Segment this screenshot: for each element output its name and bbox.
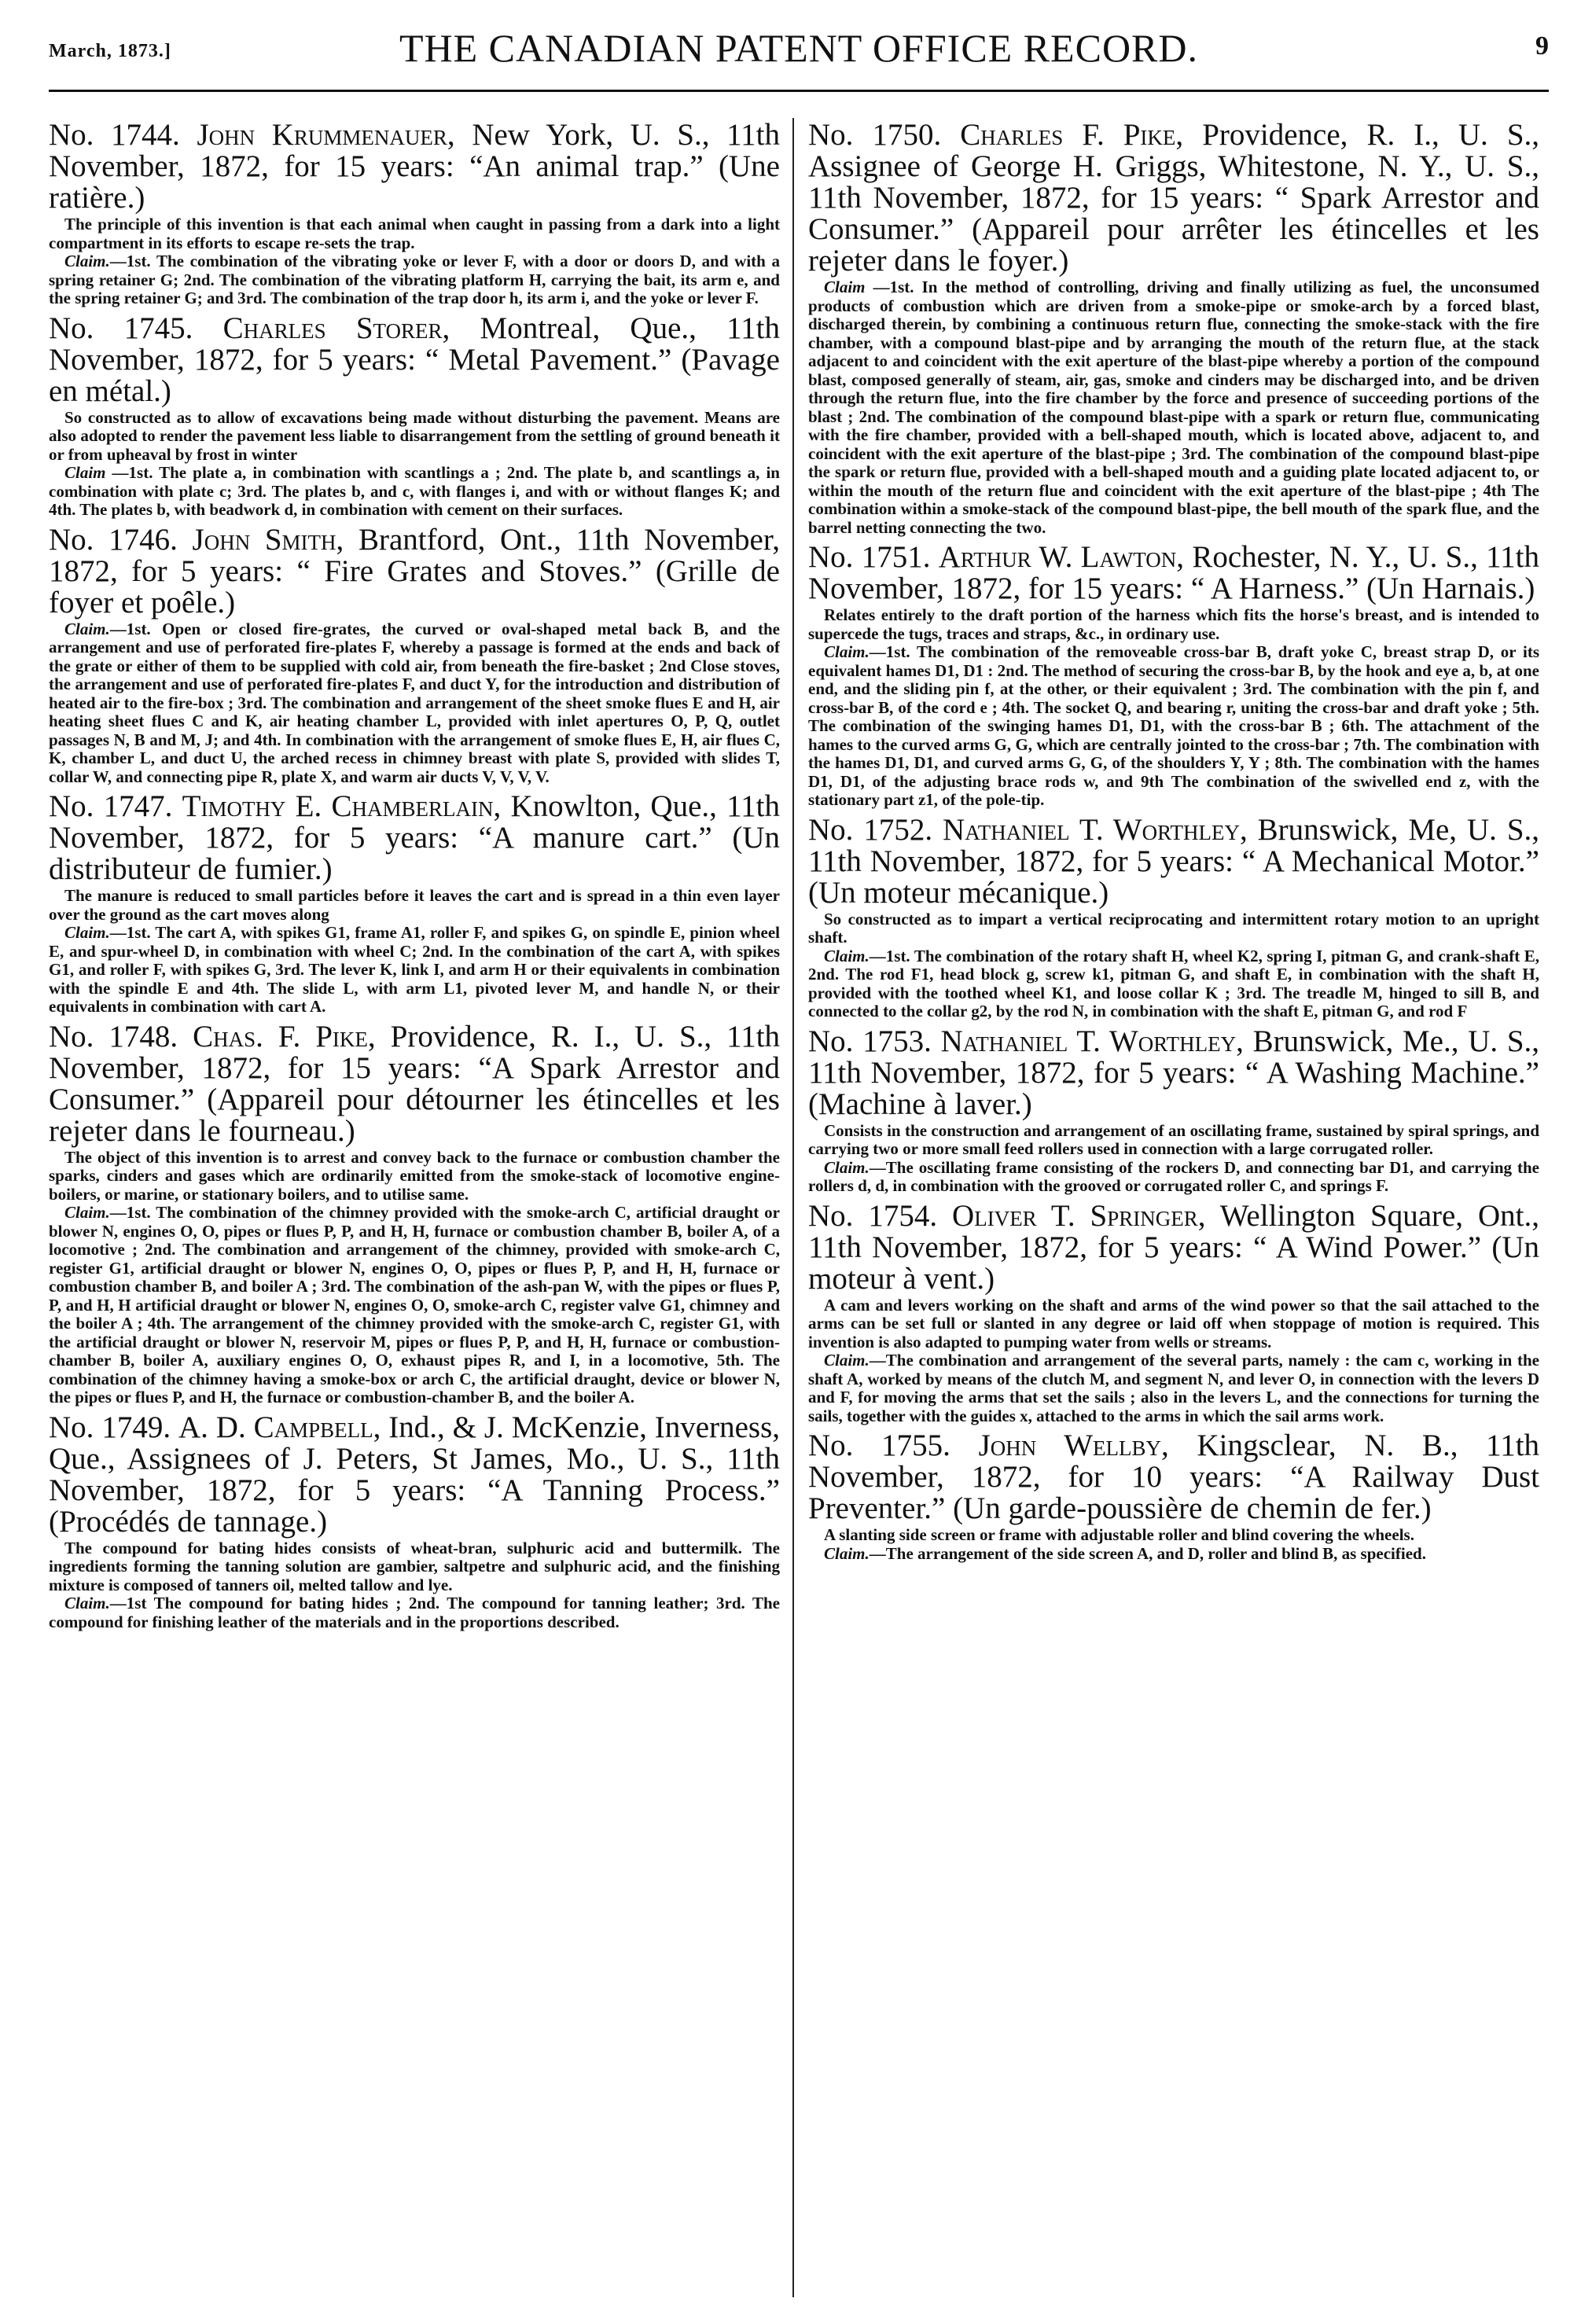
claim-label: Claim. bbox=[64, 923, 110, 942]
right-column bbox=[808, 120, 1539, 2297]
claim-label: Claim. bbox=[824, 1351, 870, 1370]
patent-claim bbox=[49, 924, 780, 1017]
patent-description: So constructed as to impart a vertical reciprocating and intermittent rotary motion to an upright shaft. bbox=[808, 909, 1539, 947]
patent-number: No. 1744. bbox=[49, 120, 180, 152]
patent-body bbox=[808, 278, 1539, 537]
claim-label: Claim. bbox=[824, 1543, 870, 1563]
patent-number: No. 1746. bbox=[49, 522, 178, 557]
patent-body bbox=[808, 1296, 1539, 1426]
claim-text: —1st The compound for bating hides ; 2nd. The compound for tanning leather; 3rd. The compound for finishing leather of the materials and in the proportions described. bbox=[49, 1594, 780, 1631]
patent-claim bbox=[49, 620, 780, 787]
patent-heading bbox=[49, 524, 780, 619]
patent-heading bbox=[808, 1026, 1539, 1120]
patent-title-line: Providence, R. I., U. S., 11th November, 1872, for 15 years: “A Spark Arrestor and Consumer.” (Appareil pour détourner les étincelles et les rejeter dans le fourneau.) bbox=[49, 1019, 780, 1148]
page-header bbox=[49, 24, 1549, 77]
patent-claim bbox=[808, 947, 1539, 1021]
patent-description: The manure is reduced to small particles before it leaves the cart and is spread in a thin even layer over the ground as the cart moves along bbox=[49, 886, 780, 924]
patent-heading bbox=[49, 791, 780, 885]
patent-title-line: Rochester, N. Y., U. S., 11th November, 1872, for 15 years: “ A Harness.” (Un Harnais.) bbox=[808, 540, 1539, 605]
patent-heading bbox=[49, 313, 780, 407]
patent-claim bbox=[808, 643, 1539, 810]
claim-label: Claim. bbox=[824, 946, 870, 965]
patent-description: Consists in the construction and arrangement of an oscillating frame, sustained by spiral springs, and carrying two or more small feed rollers used in connection with a large corrugated roller. bbox=[808, 1120, 1539, 1158]
patent-title-line: Montreal, Que., 11th November, 1872, for 5 years: “ Metal Pavement.” (Pavage en métal.) bbox=[49, 311, 780, 408]
patent-title-line: Wellington Square, Ont., 11th November, 1872, for 5 years: “ A Wind Power.” (Un moteur à vent.) bbox=[808, 1198, 1539, 1296]
patentee-name: Arthur W. Lawton, bbox=[938, 540, 1185, 574]
patentee-name: John Krummenauer, bbox=[197, 120, 455, 152]
patent-body bbox=[808, 606, 1539, 810]
claim-label: Claim bbox=[64, 463, 106, 482]
patent-entry bbox=[49, 1412, 780, 1632]
claim-label: Claim. bbox=[824, 1157, 870, 1177]
left-column bbox=[49, 120, 780, 2297]
patent-body bbox=[49, 409, 780, 520]
patent-number: No. 1753. bbox=[808, 1024, 932, 1058]
patent-entry bbox=[808, 542, 1539, 810]
patent-number: No. 1755. bbox=[808, 1429, 950, 1462]
patent-body bbox=[808, 1122, 1539, 1196]
patent-description: The object of this invention is to arrest and convey back to the furnace or combustion chamber the sparks, cinders and gases which are ordinarily emitted from the smoke-stack of locomotive engine-boilers, or marine, or stationary boilers, and to utilise same. bbox=[49, 1147, 780, 1204]
claim-text: —1st. The plate a, in combination with scantlings a ; 2nd. The plate b, and scantlings a, in combination with plate c; 3rd. The plates b, and c, with flanges i, and with or without flanges K; and 4th. The plates b, with beadwork d, in combination with cement on their surfaces. bbox=[49, 463, 780, 519]
patent-number: No. 1754. bbox=[808, 1198, 938, 1233]
patent-claim bbox=[49, 252, 780, 308]
patent-claim bbox=[808, 1159, 1539, 1196]
patent-number: No. 1749. bbox=[49, 1410, 171, 1444]
patent-claim bbox=[49, 1204, 780, 1407]
patent-claim bbox=[49, 1594, 780, 1631]
patent-body bbox=[808, 910, 1539, 1021]
patent-claim bbox=[808, 278, 1539, 537]
claim-text: —The combination and arrangement of the several parts, namely : the cam c, working in the shaft A, worked by means of the clutch M, and segment N, and lever O, in connection with the levers D and F, for moving the arms that set the sails ; also in the levers L, and the connections for turning the sails, together with the guides x, attached to the arms in which the sail arms work. bbox=[808, 1351, 1539, 1425]
patent-entry bbox=[808, 812, 1539, 1021]
patent-title-line: Brantford, Ont., 11th November, 1872, for 5 years: “ Fire Grates and Stoves.” (Grille de foyer et poêle.) bbox=[49, 522, 780, 620]
claim-text: —1st. The combination of the chimney provided with the smoke-arch C, artificial draught or blower N, engines O, O, pipes or flues P, P, and H, H, furnace or combustion chamber B, boiler A, of a locomotive ; 2nd. The combination and arrangement of the chimney, provided with smoke-arch C, register G1, artificial draught or blower N, engines O, O, pipes or flues P, P, and H, H, furnace or combustion chamber B, and boiler A ; 3rd. The combination of the ash-pan W, with the pipes or flues P, P, and H, H artificial draught or blower N, engines O, O, smoke-arch C, register valve G1, chimney and the boiler A ; 4th. The arrangement of the chimney provided with the smoke-arch C, register G1, with the artificial draught or blower N, reservoir M, pipes or flues P, P, and H, H, furnace or combustion-chamber B, boiler A, auxiliary engines O, O, exhaust pipes R, and I, in a locomotive, 5th. The combination of the chimney having a smoke-box or arch C, the artificial draught, device or blower N, the pipes or flues P, and H, the furnace or combustion-chamber B, and the boiler A. bbox=[49, 1203, 780, 1407]
patent-claim bbox=[49, 464, 780, 520]
patent-heading bbox=[808, 542, 1539, 605]
patent-entry bbox=[808, 1026, 1539, 1196]
patent-body bbox=[808, 1526, 1539, 1563]
patent-entry bbox=[49, 791, 780, 1017]
patent-heading bbox=[808, 1430, 1539, 1524]
patentee-name: Nathaniel T. Worthley, bbox=[943, 812, 1248, 847]
patentee-name: John Smith, bbox=[192, 522, 344, 557]
patent-body bbox=[49, 1539, 780, 1632]
patent-body bbox=[49, 887, 780, 1017]
patent-number: No. 1745. bbox=[49, 311, 193, 345]
claim-label: Claim. bbox=[824, 642, 870, 661]
claim-text: —The arrangement of the side screen A, and D, roller and blind B, as specified. bbox=[869, 1543, 1426, 1563]
patent-title-line: Providence, R. I., U. S., Assignee of George H. Griggs, Whitestone, N. Y., U. S., 11th November, 1872, for 15 years: “ Spark Arrestor and Consumer.” (Appareil pour arrêter les étincelles et les rejeter dans le foyer.) bbox=[808, 120, 1539, 278]
patent-entry bbox=[808, 120, 1539, 537]
patent-entry bbox=[49, 1021, 780, 1407]
claim-text: —1st. The cart A, with spikes G1, frame A1, roller F, and spikes G, on spindle E, pinion wheel E, and spur-wheel D, in combination with wheel C; 2nd. In the combination of the cart A, with spikes G1, and roller F, with spikes G, 3rd. The lever K, link I, and arm H or their equivalents in combination with the spindle E and 4th. The slide L, with arm L1, pivoted lever M, and handle N, or their equivalents in combination with cart A. bbox=[49, 923, 780, 1016]
patent-entry bbox=[808, 1198, 1539, 1426]
patent-body bbox=[49, 620, 780, 787]
claim-text: —1st. Open or closed fire-grates, the curved or oval-shaped metal back B, and the arrangement and use of perforated fire-plates F, whereby a passage is formed at the ends and back of the grate or either of them to be supplied with cold air, from beneath the fire-basket ; 2nd Close stoves, the arrangement and use of perforated fire-plates F, and duct Y, for the introduction and distribution of heated air to the fire-box ; 3rd. The combination and arrangement of the sheet smoke flues E and H, air heating sheet flues C and K, air heating chamber L, provided with inlet apertures O, P, Q, outlet passages N, B and M, J; and 4th. In combination with the arrangement of smoke flues E, H, air flues C, K, chamber L, and duct U, the arched recess in chimney breast with plate S, provided with slides T, collar W, and connecting pipe R, plate X, and warm air ducts V, V, V, V. bbox=[49, 619, 780, 786]
patent-heading bbox=[808, 1198, 1539, 1296]
patent-number: No. 1748. bbox=[49, 1019, 178, 1054]
claim-label: Claim. bbox=[64, 1594, 110, 1612]
patentee-name: Charles F. Pike, bbox=[960, 120, 1184, 152]
patent-description: A cam and levers working on the shaft and arms of the wind power so that the sail attached to the arms can be set full or slanted in any degree or laid off when stoppage of motion is required. This invention is also adapted to pumping water from wells or streams. bbox=[808, 1295, 1539, 1351]
claim-text: —1st. The combination of the rotary shaft H, wheel K2, spring I, pitman G, and crank-shaft E, 2nd. The rod F1, head block g, screw k1, pitman G, and shaft E, in combination with the shaft H, provided with the toothed wheel K1, and loose collar K ; 3rd. The treadle M, hinged to sill B, and connected to the collar g2, by the rod N, in combination with the shaft E, pitman G, and rod F bbox=[808, 946, 1539, 1020]
patent-body bbox=[49, 215, 780, 308]
patent-entry bbox=[49, 524, 780, 787]
claim-text: —1st. The combination of the vibrating yoke or lever F, with a door or doors D, and with a spring retainer G; 2nd. The combination of the vibrating platform H, carrying the bait, its arm e, and the spring retainer G; and 3rd. The combination of the trap door h, its arm i, and the yoke or lever F. bbox=[49, 252, 780, 307]
patent-title-line: Ind., & J. McKenzie, Inverness, Que., Assignees of J. Peters, St James, Mo., U. S., 11th November, 1872, for 5 years: “A Tanning Process.” (Procédés de tannage.) bbox=[49, 1410, 780, 1539]
claim-text: —1st. In the method of controlling, driving and finally utilizing as fuel, the unconsumed products of combustion which are driven from a smoke-pipe or smoke-arch by a forced blast, discharged therein, by combining a continuous return flue, connecting the smoke-stack with the fire chamber, with a compound blast-pipe and by arranging the mouth of the return flue, at the stack adjacent to and coincident with the exit aperture of the blast-pipe whereby a portion of the compound blast, composed generally of steam, air, gas, smoke and cinders may be discharged into, and be driven through the return flue, into the fire chamber by the force and presence of succeeding portions of the blast ; 2nd. The combination of the compound blast-pipe with a spark or return flue, communicating with the fire chamber, provided with a bell-shaped mouth, which is located above, adjacent to, and coincident with the exit aperture of the blast-pipe ; 3rd. The combination of the compound blast-pipe the spark or return flue, provided with a bell-shaped mouth and a guiding plate located adjacent to, or within the mouth of the return flue and coincident with the exit aperture of the blast-pipe ; 4th The combination within a smoke-stack of the compound blast-pipe, the bell mouth of the spark flue, and the barrel netting connecting the two. bbox=[808, 278, 1539, 537]
patent-description: A slanting side screen or frame with adjustable roller and blind covering the wheels. bbox=[824, 1525, 1414, 1544]
claim-label: Claim bbox=[824, 278, 866, 296]
patent-description: The compound for bating hides consists of wheat-bran, sulphuric acid and buttermilk. The ingredients forming the tanning solution are gambier, saltpetre and sulphuric acid, and the finishing mixture is composed of tanners oil, melted tallow and lye. bbox=[49, 1538, 780, 1594]
patent-title-line: Brunswick, Me., U. S., 11th November, 1872, for 5 years: “ A Washing Machine.” (Machine à laver.) bbox=[808, 1024, 1539, 1121]
patentee-name: Timothy E. Chamberlain, bbox=[182, 789, 502, 823]
patent-claim bbox=[808, 1351, 1539, 1425]
patent-entry bbox=[49, 120, 780, 308]
patent-title-line: Kingsclear, N. B., 11th November, 1872, for 10 years: “A Railway Dust Preventer.” (Un garde-poussière de chemin de fer.) bbox=[808, 1429, 1539, 1525]
patent-number: No. 1747. bbox=[49, 789, 173, 823]
claim-label: Claim. bbox=[64, 619, 110, 638]
patent-body bbox=[49, 1149, 780, 1407]
patent-number: No. 1751. bbox=[808, 540, 931, 574]
patent-entry bbox=[49, 313, 780, 520]
patentee-name: Chas. F. Pike, bbox=[193, 1019, 376, 1054]
patentee-name: Nathaniel T. Worthley, bbox=[940, 1024, 1244, 1058]
column-divider bbox=[792, 118, 794, 2297]
issue-date: March, 1873.] bbox=[49, 41, 171, 61]
patent-claim bbox=[808, 1545, 1539, 1564]
patent-heading bbox=[49, 1412, 780, 1538]
claim-text: —1st. The combination of the removeable cross-bar B, draft yoke C, breast strap D, or its equivalent hames D1, D1 : 2nd. The method of securing the cross-bar B, by the hook and eye a, b, at one end, and the sliding pin f, at the other, or their equivalent ; 3rd. The combination with the pin f, and cross-bar B, of the cord e ; 4th. The socket Q, and bearing r, uniting the cross-bar and draft yoke ; 5th. The combination of the swinging hames D1, D1, with the cross-bar B ; 6th. The attachment of the hames to the curved arms G, G, which are centrally jointed to the cross-bar ; 7th. The combination with the hames D1, D1, and curved arms G, G, of the shoulders Y, Y ; 8th. The combination with the hames D1, D1, of the adjusting brace rods w, and 9th The combination of the swivelled end z, with the stationary part z1, of the pole-tip. bbox=[808, 642, 1539, 809]
patent-heading bbox=[49, 120, 780, 214]
publication-title: THE CANADIAN PATENT OFFICE RECORD. bbox=[399, 26, 1199, 70]
page-number: 9 bbox=[1535, 31, 1549, 61]
patentee-name: A. D. Campbell, bbox=[178, 1410, 381, 1444]
claim-text: —The oscillating frame consisting of the rockers D, and connecting bar D1, and carrying the rollers d, d, in combination with the grooved or corrugated roller C, and springs F. bbox=[808, 1157, 1539, 1195]
patent-title-line: New York, U. S., 11th November, 1872, for 15 years: “An animal trap.” (Une ratière.) bbox=[49, 120, 780, 215]
patent-heading bbox=[808, 812, 1539, 910]
patent-entry bbox=[808, 1430, 1539, 1563]
patentee-name: Oliver T. Springer, bbox=[952, 1198, 1206, 1233]
patent-title-line: Knowlton, Que., 11th November, 1872, for 5 years: “A manure cart.” (Un distributeur de fumier.) bbox=[49, 789, 780, 886]
claim-label: Claim. bbox=[64, 252, 110, 270]
patent-description: Relates entirely to the draft portion of the harness which fits the horse's breast, and is intended to supercede the tugs, traces and straps, &c., in ordinary use. bbox=[808, 605, 1539, 643]
patent-description: So constructed as to allow of excavations being made without disturbing the pavement. Means are also adopted to render the pavement less liable to disarrangement from the settling of ground beneath it or from upheaval by frost in winter bbox=[49, 407, 780, 464]
patent-description: The principle of this invention is that each animal when caught in passing from a dark into a light compartment in its efforts to escape re-sets the trap. bbox=[49, 215, 780, 252]
patent-number: No. 1750. bbox=[808, 120, 942, 152]
patent-title-line: Brunswick, Me, U. S., 11th November, 1872, for 5 years: “ A Mechanical Motor.” (Un moteur mécanique.) bbox=[808, 812, 1539, 910]
patent-heading bbox=[49, 1021, 780, 1147]
patent-number: No. 1752. bbox=[808, 812, 933, 847]
patentee-name: John Wellby, bbox=[978, 1429, 1169, 1462]
header-rule bbox=[49, 90, 1549, 92]
patent-heading bbox=[808, 120, 1539, 277]
claim-label: Claim. bbox=[64, 1203, 110, 1222]
patentee-name: Charles Storer, bbox=[222, 311, 450, 345]
